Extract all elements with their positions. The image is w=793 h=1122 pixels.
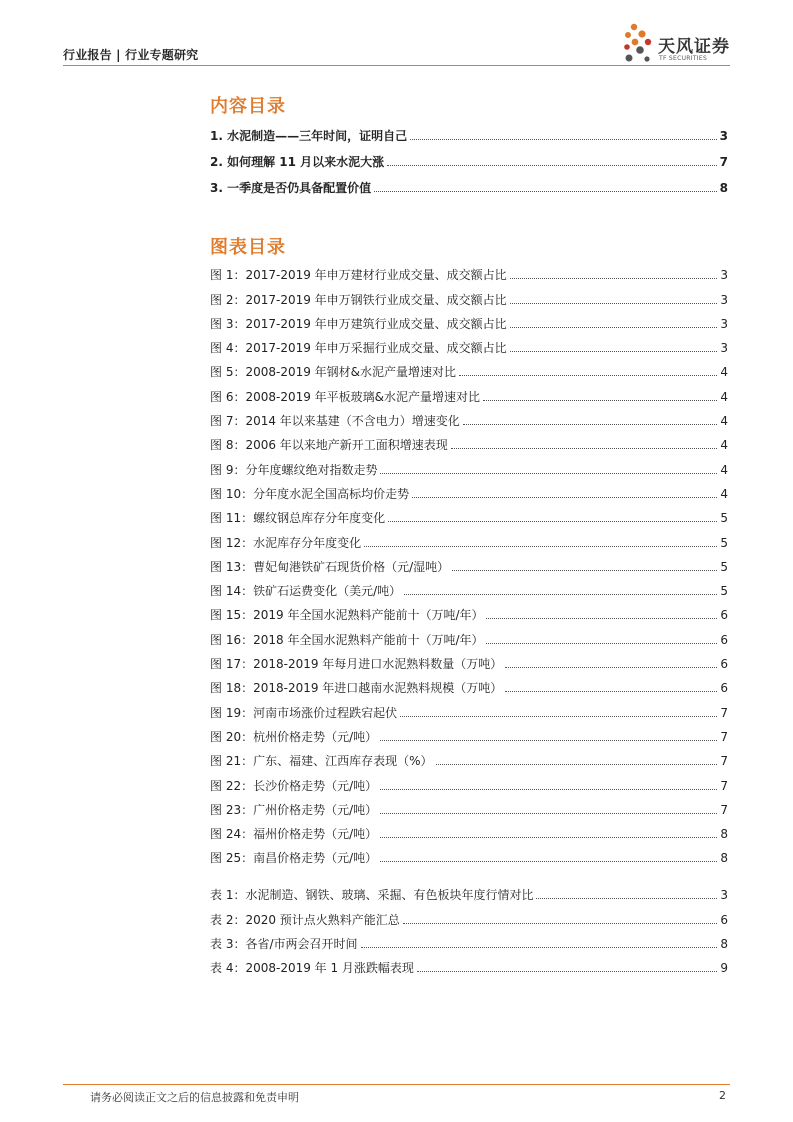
figure-entry[interactable] [210,331,728,355]
footer-divider [63,1084,730,1085]
entry-label: 图 14：铁矿石运费变化（美元/吨） [210,584,402,599]
dot-leader [436,764,718,765]
figure-entry[interactable] [210,258,728,282]
entry-label: 图 18：2018-2019 年进口越南水泥熟料规模（万吨） [210,681,503,696]
entry-page-number: 4 [720,414,728,429]
entry-label: 3. 一季度是否仍具备配置价值 [210,181,372,195]
entry-page-number: 5 [720,584,728,599]
entry-page-number: 3 [720,341,728,356]
entry-label: 图 9：分年度螺纹绝对指数走势 [210,462,378,477]
entry-page-number: 3 [720,268,728,283]
entry-page-number: 3 [720,316,728,331]
entry-page-number: 3 [720,292,728,307]
figure-entry[interactable] [210,817,728,841]
dot-leader [400,716,717,717]
entry-label: 表 4：2008-2019 年 1 月涨跌幅表现 [210,961,414,976]
figure-entry[interactable] [210,404,728,428]
entry-label: 图 20：杭州价格走势（元/吨） [210,729,378,744]
dot-leader [387,165,716,166]
figure-entry[interactable] [210,574,728,598]
entry-page-number: 5 [720,535,728,550]
figure-entry[interactable] [210,452,728,476]
dot-leader [361,947,718,948]
footer-disclaimer: 请务必阅读正文之后的信息披露和免责申明 [90,1091,299,1104]
dot-leader [536,898,717,899]
entry-page-number: 8 [720,936,728,951]
figure-entry[interactable] [210,622,728,646]
entry-page-number: 4 [720,462,728,477]
entry-label: 图 11：螺纹钢总库存分年度变化 [210,511,386,526]
entry-label: 图 6：2008-2019 年平板玻璃&水泥产量增速对比 [210,389,481,404]
logo-subtitle: TF SECURITIES [659,55,708,62]
entry-label: 图 13：曹妃甸港铁矿石现货价格（元/湿吨） [210,559,450,574]
dot-leader [486,643,717,644]
figure-entry[interactable] [210,379,728,403]
entry-label: 图 25：南昌价格走势（元/吨） [210,851,378,866]
toc-entry[interactable] [210,117,728,143]
toc-list [210,117,728,195]
entry-label: 图 19：河南市场涨价过程跌宕起伏 [210,705,398,720]
entry-label: 2. 如何理解 11 月以来水泥大涨 [210,155,385,169]
dot-leader [404,594,717,595]
entry-label: 图 22：长沙价格走势（元/吨） [210,778,378,793]
dot-leader [412,497,717,498]
entry-label: 1. 水泥制造——三年时间，证明自己 [210,129,408,143]
logo-dots-icon [620,22,656,66]
dot-leader [452,570,717,571]
figure-entry[interactable] [210,501,728,525]
toc-entry[interactable] [210,169,728,195]
entry-page-number: 9 [720,961,728,976]
toc-entry[interactable] [210,143,728,169]
header-divider [63,65,730,66]
dot-leader [410,139,717,140]
entry-page-number: 6 [720,657,728,672]
dot-leader [459,375,717,376]
entry-label: 图 1：2017-2019 年申万建材行业成交量、成交额占比 [210,268,507,283]
entry-label: 图 12：水泥库存分年度变化 [210,535,362,550]
entry-page-number: 7 [720,802,728,817]
table-entry[interactable] [210,902,728,926]
figure-entry[interactable] [210,355,728,379]
logo-name: 天风证券 [658,37,730,57]
entry-page-number: 7 [720,778,728,793]
dot-leader [380,473,717,474]
figure-entry[interactable] [210,720,728,744]
table-list [210,878,728,975]
entry-page-number: 6 [720,608,728,623]
figure-entry[interactable] [210,647,728,671]
dot-leader [510,327,718,328]
dot-leader [380,740,717,741]
dot-leader [510,351,718,352]
entry-page-number: 7 [720,705,728,720]
dot-leader [380,837,717,838]
entry-label: 图 8：2006 年以来地产新开工面积增速表现 [210,438,448,453]
figure-list [210,258,728,865]
dot-leader [388,521,717,522]
entry-page-number: 4 [720,438,728,453]
entry-label: 图 3：2017-2019 年申万建筑行业成交量、成交额占比 [210,316,507,331]
entry-label: 表 3：各省/市两会召开时间 [210,936,358,951]
entry-page-number: 5 [720,559,728,574]
entry-page-number: 3 [719,129,728,143]
figure-entry[interactable] [210,768,728,792]
figure-entry[interactable] [210,793,728,817]
entry-page-number: 6 [720,681,728,696]
entry-label: 图 4：2017-2019 年申万采掘行业成交量、成交额占比 [210,341,507,356]
table-entry[interactable] [210,951,728,975]
table-entry[interactable] [210,878,728,902]
entry-label: 图 2：2017-2019 年申万钢铁行业成交量、成交额占比 [210,292,507,307]
entry-page-number: 4 [720,365,728,380]
dot-leader [463,424,718,425]
entry-label: 图 21：广东、福建、江西库存表现（%） [210,754,433,769]
figure-entry[interactable] [210,525,728,549]
dot-leader [417,971,717,972]
entry-page-number: 8 [719,181,728,195]
figure-entry[interactable] [210,550,728,574]
report-category: 行业报告 | 行业专题研究 [63,48,199,62]
figure-entry[interactable] [210,477,728,501]
toc-title: 内容目录 [210,96,286,117]
figure-entry[interactable] [210,282,728,306]
table-entry[interactable] [210,927,728,951]
figure-entry[interactable] [210,598,728,622]
dot-leader [380,861,717,862]
entry-page-number: 4 [720,389,728,404]
figure-entry[interactable] [210,695,728,719]
dot-leader [505,667,717,668]
entry-page-number: 8 [720,851,728,866]
entry-page-number: 6 [720,632,728,647]
dot-leader [380,789,717,790]
entry-label: 图 16：2018 年全国水泥熟料产能前十（万吨/年） [210,632,484,647]
dot-leader [510,278,718,279]
entry-page-number: 7 [719,155,728,169]
entry-label: 图 5：2008-2019 年钢材&水泥产量增速对比 [210,365,457,380]
figure-entry[interactable] [210,307,728,331]
entry-page-number: 6 [720,912,728,927]
entry-label: 图 10：分年度水泥全国高标均价走势 [210,486,410,501]
entry-page-number: 3 [720,888,728,903]
dot-leader [364,546,717,547]
figure-entry[interactable] [210,671,728,695]
entry-page-number: 4 [720,486,728,501]
dot-leader [483,400,717,401]
entry-label: 图 24：福州价格走势（元/吨） [210,827,378,842]
figure-entry[interactable] [210,428,728,452]
entry-page-number: 7 [720,754,728,769]
dot-leader [374,191,717,192]
entry-page-number: 5 [720,511,728,526]
company-logo [620,22,732,66]
dot-leader [403,923,718,924]
figure-entry[interactable] [210,744,728,768]
entry-page-number: 7 [720,729,728,744]
figure-entry[interactable] [210,841,728,865]
entry-label: 表 2：2020 预计点火熟料产能汇总 [210,912,400,927]
dot-leader [505,691,717,692]
dot-leader [510,303,718,304]
page-number: 2 [719,1089,726,1102]
dot-leader [451,448,718,449]
entry-label: 图 7：2014 年以来基建（不含电力）增速变化 [210,414,460,429]
entry-page-number: 8 [720,827,728,842]
entry-label: 表 1：水泥制造、钢铁、玻璃、采掘、有色板块年度行情对比 [210,888,534,903]
entry-label: 图 17：2018-2019 年每月进口水泥熟料数量（万吨） [210,657,503,672]
entry-label: 图 15：2019 年全国水泥熟料产能前十（万吨/年） [210,608,484,623]
dot-leader [486,618,717,619]
entry-label: 图 23：广州价格走势（元/吨） [210,802,378,817]
figures-title: 图表目录 [210,237,286,258]
dot-leader [380,813,717,814]
